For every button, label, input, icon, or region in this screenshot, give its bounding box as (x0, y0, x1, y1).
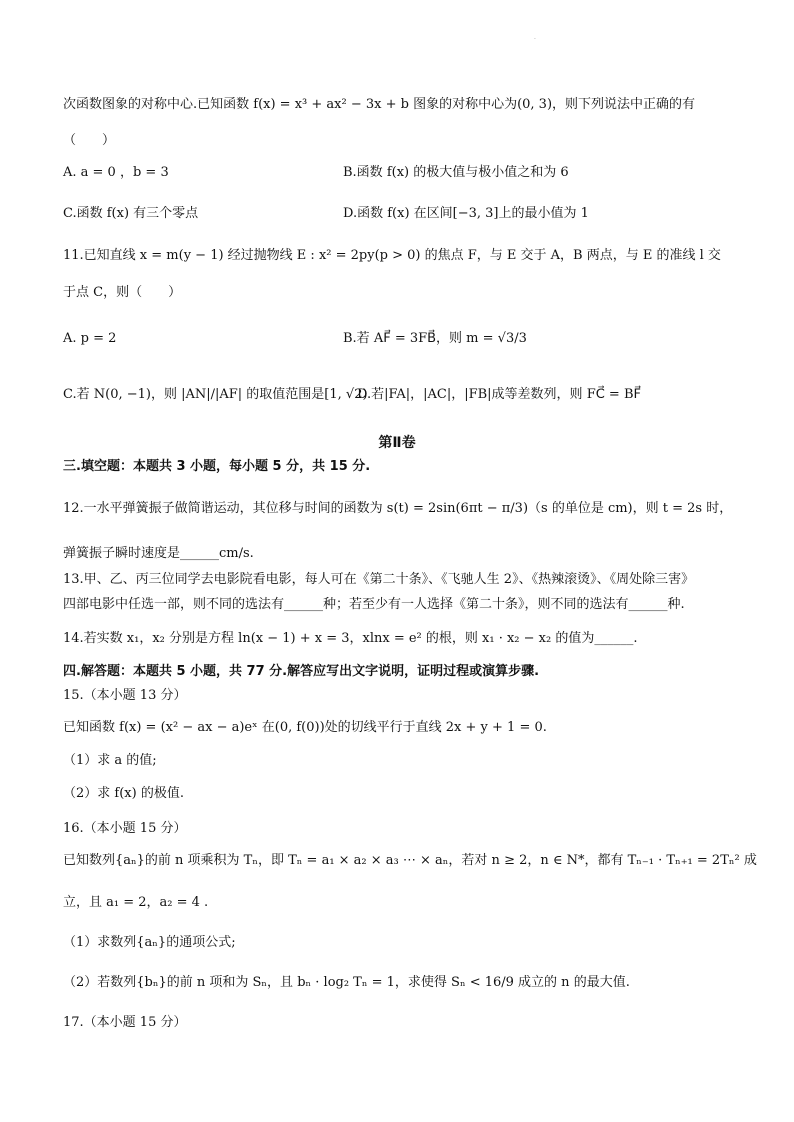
q13-line2: 四部电影中任选一部，则不同的选法有______种；若至少有一人选择《第二十条》，则不同的选法有______种. (63, 597, 685, 612)
top-mark: · (534, 36, 536, 43)
q11-stem-line2: 于点 C，则（ ） (63, 285, 182, 300)
q10-option-a: A. a = 0 ，b = 3 (63, 165, 169, 180)
q16-part1: （1）求数列{aₙ}的通项公式; (63, 935, 236, 950)
q15-part1: （1）求 a 的值; (63, 753, 157, 768)
part2-title: 第Ⅱ卷 (378, 435, 416, 451)
section4-heading: 四.解答题：本题共 5 小题，共 77 分.解答应写出文字说明，证明过程或演算步骤. (63, 664, 540, 679)
q11-option-b: B.若 AF⃗ = 3FB⃗，则 m = √3/3 (343, 331, 527, 346)
q10-option-d: D.函数 f(x) 在区间[−3, 3]上的最小值为 1 (343, 206, 589, 221)
q11-stem-line1: 11.已知直线 x = m(y − 1) 经过抛物线 E : x² = 2py(p > 0) 的焦点 F，与 E 交于 A，B 两点，与 E 的准线 l 交 (63, 248, 721, 263)
q16-part2: （2）若数列{bₙ}的前 n 项和为 Sₙ，且 bₙ · log₂ Tₙ = 1，求使得 Sₙ < 16/9 成立的 n 的最大值. (63, 975, 630, 990)
q10-option-b: B.函数 f(x) 的极大值与极小值之和为 6 (343, 165, 569, 180)
q10-option-c: C.函数 f(x) 有三个零点 (63, 206, 199, 221)
q11-option-d: D.若|FA|，|AC|，|FB|成等差数列，则 FC⃗ = BF⃗ (357, 387, 641, 402)
q13-line1: 13.甲、乙、丙三位同学去电影院看电影，每人可在《第二十条》、《飞驰人生 2》、《热辣滚烫》、《周处除三害》 (63, 572, 695, 587)
q15-stem: 已知函数 f(x) = (x² − ax − a)eˣ 在(0, f(0))处的切线平行于直线 2x + y + 1 = 0. (63, 720, 547, 735)
q12-line1: 12.一水平弹簧振子做简谐运动，其位移与时间的函数为 s(t) = 2sin(6πt − π/3)（s 的单位是 cm)，则 t = 2s 时， (63, 501, 733, 516)
q11-option-c: C.若 N(0, −1)，则 |AN|/|AF| 的取值范围是[1, √2) (63, 387, 368, 402)
q11-option-a: A. p = 2 (63, 331, 117, 346)
q10-stem: 次函数图象的对称中心.已知函数 f(x) = x³ + ax² − 3x + b 图象的对称中心为(0, 3)，则下列说法中正确的有 (63, 97, 696, 112)
q12-line2: 弹簧振子瞬时速度是______cm/s. (63, 546, 254, 561)
q16-stem-line2: 立，且 a₁ = 2，a₂ = 4 . (63, 895, 209, 910)
section3-heading: 三.填空题：本题共 3 小题，每小题 5 分，共 15 分. (63, 459, 371, 474)
q15-part2: （2）求 f(x) 的极值. (63, 786, 184, 801)
q14-line: 14.若实数 x₁，x₂ 分别是方程 ln(x − 1) + x = 3，xlnx = e² 的根，则 x₁ · x₂ − x₂ 的值为______. (63, 631, 638, 646)
q10-paren: （ ） (63, 133, 116, 148)
q16-heading: 16.（本小题 15 分） (63, 821, 187, 836)
q17-heading: 17.（本小题 15 分） (63, 1015, 187, 1030)
q15-heading: 15.（本小题 13 分） (63, 688, 187, 703)
q16-stem-line1: 已知数列{aₙ}的前 n 项乘积为 Tₙ，即 Tₙ = a₁ × a₂ × a₃ ⋯ × aₙ，若对 n ≥ 2，n ∈ N*，都有 Tₙ₋₁ · Tₙ₊₁ = 2Tₙ² 成 (63, 853, 757, 868)
